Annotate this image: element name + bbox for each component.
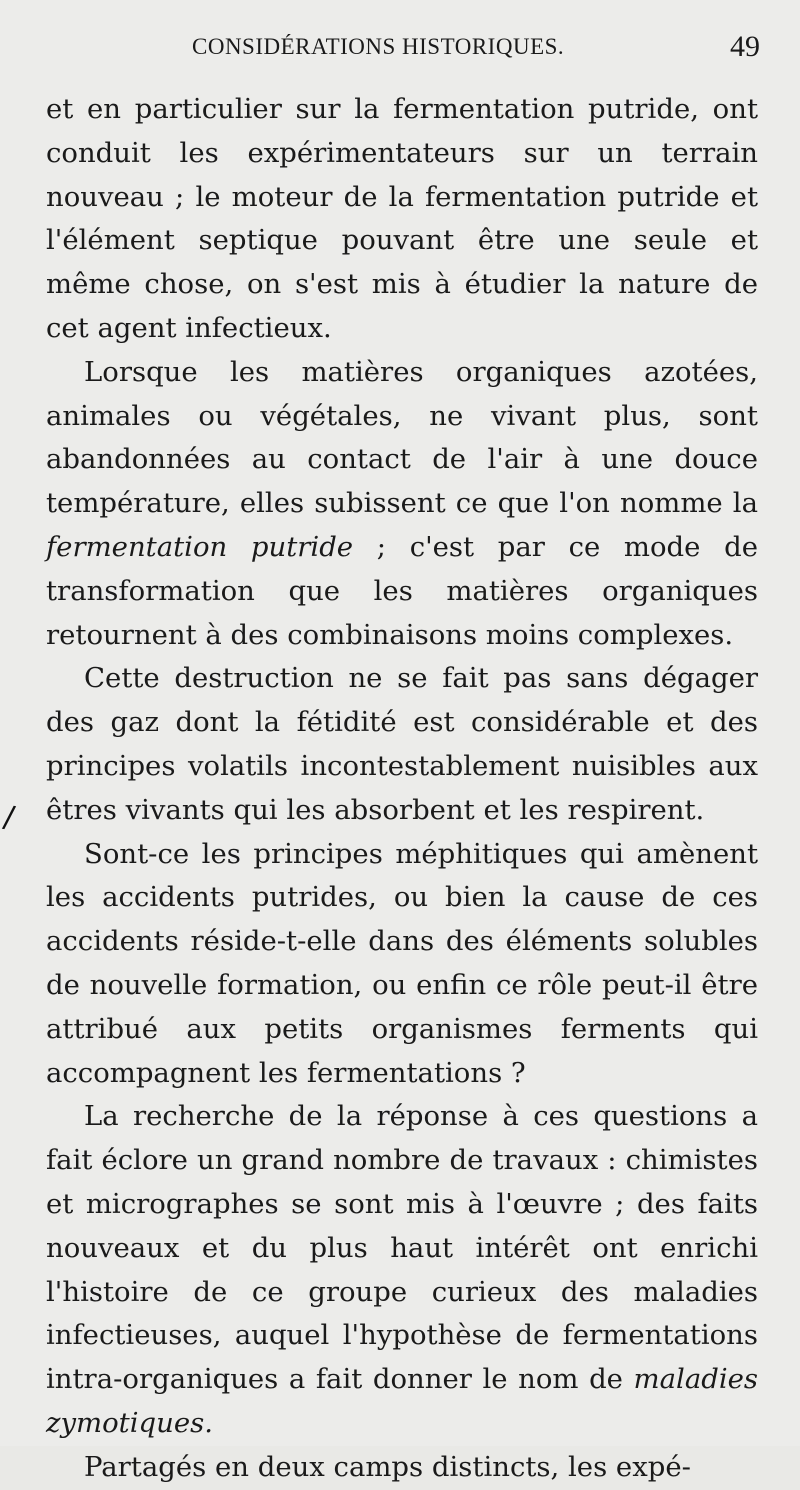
paragraph-text: La recherche de la réponse à ces questions a fait éclore un grand nombre de travaux : chimistes et micrographes se sont mis à l'œuvre ; des faits nouveaux et du plus haut intérêt ont enrichi l'histoire de ce groupe curieux des maladies infectieuses, auquel l'hypothèse de fermentations intra-organiques a fait donner le nom de	[46, 1100, 758, 1396]
page-number: 49	[730, 30, 760, 63]
paragraph-3	[46, 657, 758, 832]
paragraph-4	[46, 833, 758, 1096]
paragraph-1	[46, 88, 758, 351]
running-title: CONSIDÉRATIONS HISTORIQUES.	[192, 34, 565, 59]
italic-term: maladies zymotiques.	[46, 1363, 758, 1439]
paragraph-text: Cette destruction ne se fait pas sans dégager des gaz dont la fétidité est considérable et des principes volatils incontestablement nuisibles aux êtres vivants qui les absorbent et les respirent.	[46, 662, 758, 826]
paragraph-5	[46, 1095, 758, 1445]
margin-mark: /	[1, 799, 18, 836]
paragraph-text: Partagés en deux camps distincts, les expé-	[84, 1450, 691, 1483]
running-head	[40, 30, 760, 74]
paragraph-2	[46, 351, 758, 658]
paragraph-text: et en particulier sur la fermentation putride, ont conduit les expérimentateurs sur un terrain nouveau ; le moteur de la fermentation putride et l'élément septique pouvant être une seule et même chose, on s'est mis à étudier la nature de cet agent infectieux.	[46, 93, 758, 344]
paragraph-text: Lorsque les matières organiques azotées, animales ou végétales, ne vivant plus, sont abandonnées au contact de l'air à une douce température, elles subissent ce que l'on nomme la	[46, 355, 758, 520]
paragraph-6	[46, 1446, 758, 1490]
italic-term: fermentation putride	[46, 530, 354, 563]
paragraph-text: ; c'est par ce mode de transformation que les matières organiques retournent à des combinaisons moins complexes.	[46, 530, 758, 651]
body-text	[46, 88, 758, 1490]
paragraph-text: Sont-ce les principes méphitiques qui amènent les accidents putrides, ou bien la cause de ces accidents réside-t-elle dans des éléments solubles de nouvelle formation, ou enfin ce rôle peut-il être attribué aux petits organismes ferments qui accompagnent les fermentations ?	[46, 837, 758, 1089]
